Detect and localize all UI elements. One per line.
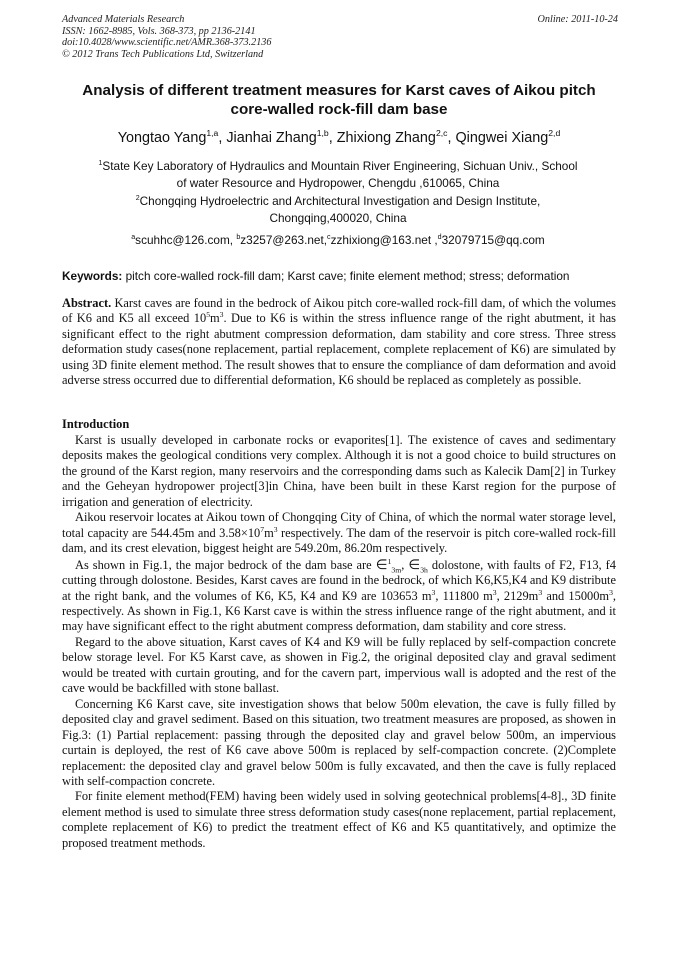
email-list: $^a$scuhhc@126.com, $^b$z3257@263.net,$^c$zzhixiong@163.net ,$^d$32079715@qq.com <box>131 233 545 247</box>
affiliation-1-line-1: State Key Laboratory of Hydraulics and Mountain River Engineering, Sichuan Univ., School <box>102 159 578 173</box>
abstract: Abstract. Karst caves are found in the bedrock of Aikou pitch core-walled rock-fill dam, of which the volumes of K6 and K5 all exceed $10^5m^3$. Due to K6 is within the stress influence range of the right abutment, it has significant effect to the right abutment compression deformation, dam stability and core stress. Three stress deformation study cases(none replacement, partial replacement, complete replacement of K6) are simulated by using 3D finite element method. The result showes that to ensure the compliance of dam deformation and avoid adverse stress occurred due to differential deformation, K6 should be replaced as completely as possible. <box>62 296 617 388</box>
paragraph: Regard to the above situation, Karst caves of K4 and K9 will be fully replaced by self-compaction concrete below storage level. For K5 Karst cave, as showen in Fig.2, the original deposited clay and graval sediment would be treated with curtain grouting, and for the cavern part, impervious wall is adopted and the rest of the cave would be backfilled with stone ballast. <box>62 634 616 696</box>
paragraph: Karst is usually developed in carbonate rocks or evaporites[1]. The existence of caves and sedimentary deposits makes the geological conditions very complex. Although it is not a good choice to build structures on the ground of the Karst region, many reservoirs and the corresponding dams such as Kalecik Dam[2] in Turkey and the Geheyan hydropower project[3]in China, have been built in these Karst region for the purpose of irrigation and generation of electricity. <box>62 433 616 509</box>
affiliation-2-line-2: Chongqing,400020, China <box>269 210 407 225</box>
keywords-label: Keywords: <box>62 269 123 283</box>
email-link[interactable]: scuhhc@126.com <box>135 233 230 247</box>
paragraph: As shown in Fig.1, the major bedrock of the dam base are ∈$^1_{3m}$, $\in_{3h}$ dolostone, with faults of F2, F13, f4 cutting through dolostone. Besides, Karst caves are found in the bedrock, of which K6,K5,K4 and K9 distribute at the right bank, and the volumes of K6, K5, K4 and K9 are 103653 $m^3$, 111800 $m^3$, $2129m^3$ and $15000m^3$, respectively. As shown in Fig.1, K6 Karst cave is within the stress influence range of the right abutment, and it may have significant effect to the right abutment compress deformation, dam stability and core stress. <box>62 556 617 634</box>
author: Qingwei Xiang$^{2,d}$ <box>455 128 561 146</box>
author: Zhixiong Zhang$^{2,c}$, <box>336 128 456 146</box>
abstract-label: Abstract. <box>62 296 112 310</box>
copyright-line: © 2012 Trans Tech Publications Ltd, Switzerland <box>62 48 264 60</box>
keywords-text: pitch core-walled rock-fill dam; Karst cave; finite element method; stress; deformation <box>125 269 570 283</box>
affiliation-marker: 1 <box>98 159 103 168</box>
paragraph: For finite element method(FEM) having been widely used in solving geotechnical problems[4-8]., 3D finite element method is used to simulate three stress deformation study cases(none replacement, partial replacement, complete replacement of K6) to predict the treatment effect of K6 and K5 quantitatively, and optimize the proposed treatment methods. <box>62 789 616 850</box>
journal-header <box>62 14 618 60</box>
author: Yongtao Yang$^{1,a}$, <box>117 128 227 146</box>
journal-name: Advanced Materials Research <box>62 14 185 25</box>
affiliation-1 <box>58 158 618 191</box>
affiliation-1-line-2: of water Resource and Hydropower, Chengdu ,610065, China <box>176 175 500 190</box>
affiliation-2-line-1: Chongqing Hydroelectric and Architectural Investigation and Design Institute, <box>139 194 541 208</box>
introduction-body <box>62 433 616 851</box>
online-date: Online: 2011-10-24 <box>537 14 618 25</box>
issn-line: ISSN: 1662-8985, Vols. 368-373, pp 2136-2141 <box>62 25 256 37</box>
section-heading-introduction: Introduction <box>62 417 130 431</box>
email-link[interactable]: z3257@263.net <box>240 233 324 247</box>
paragraph: Concerning K6 Karst cave, site investigation shows that below 500m elevation, the cave is fully filled by deposited clay and gravel sediment. Based on this situation, two treatment measures are proposed, as showen in Fig.3: (1) Partial replacement: passing through the deposited clay and gravel below 500m, an impervious curtain is deployed, the rest of K6 cave above 500m is replaced by self-compaction concrete. (2)Complete replacement: the deposited clay and gravel below 500m is fully excavated, and then the cave is fully replaced with self-compaction concrete. <box>62 696 616 788</box>
email-link[interactable]: zzhixiong@163.net <box>330 233 432 247</box>
affiliation-marker: 2 <box>135 194 140 203</box>
email-link[interactable]: 32079715@qq.com <box>441 233 545 247</box>
doi-line: doi:10.4028/www.scientific.net/AMR.368-373.2136 <box>62 37 272 49</box>
author-list <box>40 129 638 147</box>
paper-title <box>40 81 638 119</box>
affiliation-2 <box>58 193 618 226</box>
paragraph: Aikou reservoir locates at Aikou town of Chongqing City of China, of which the normal water storage level, total capacity are 544.45m and $3.58\times 10^7m^3$ respectively. The dam of the reservoir is pitch core-walled rock-fill dam, and its crest elevation, biggest height are 549.20m, 86.20m respectively. <box>62 510 617 556</box>
title-line-1: Analysis of different treatment measures for Karst caves of Aikou pitch <box>82 82 596 99</box>
keywords <box>62 268 618 284</box>
author: Jianhai Zhang$^{1,b}$, <box>226 128 337 146</box>
title-line-2: core-walled rock-fill dam base <box>230 101 448 118</box>
